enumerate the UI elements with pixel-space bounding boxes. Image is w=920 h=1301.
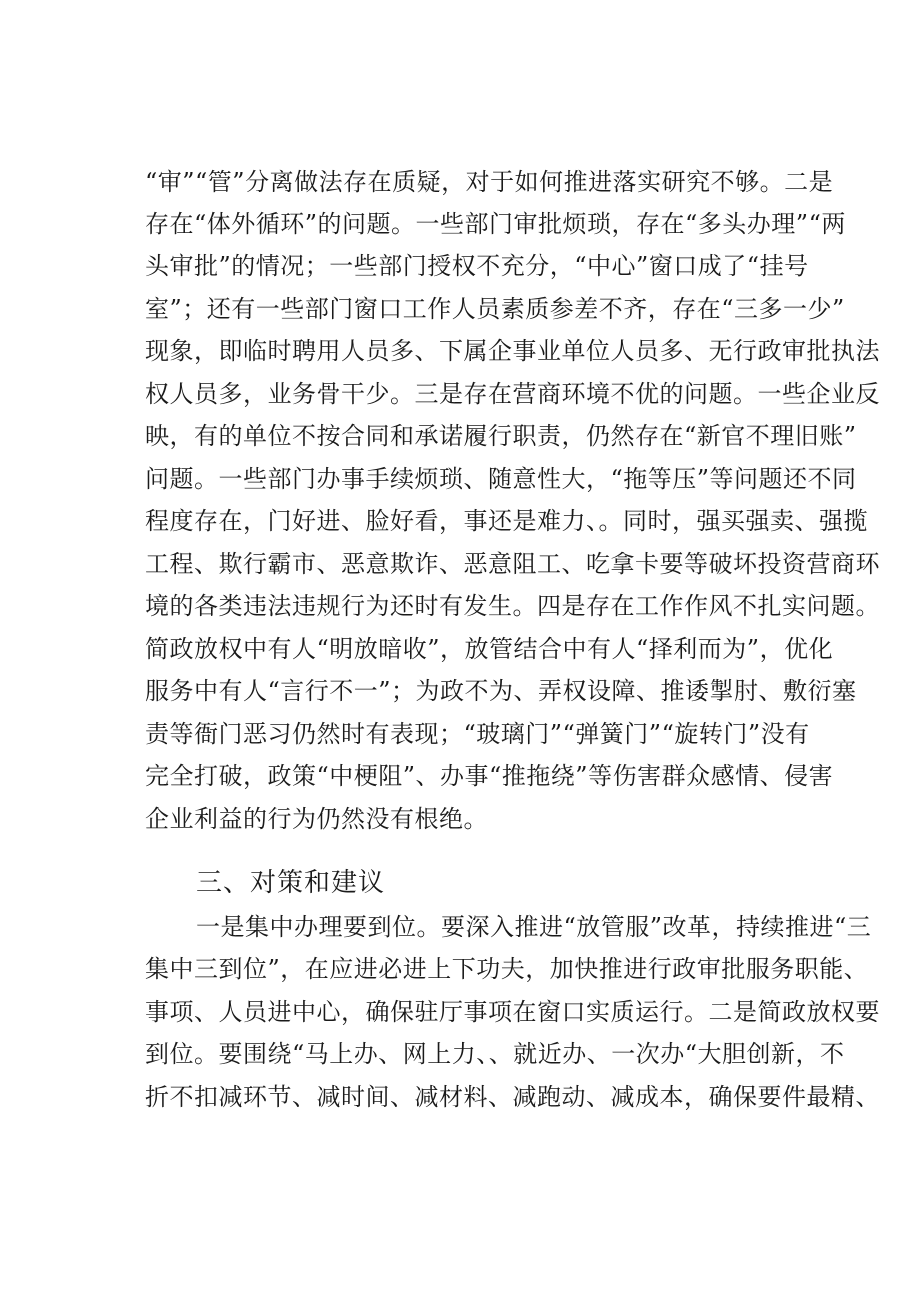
- paragraph-line: “审”“管”分离做法存在质疑，对于如何推进落实研究不够。二是: [145, 168, 834, 196]
- section-heading: 三、对策和建议: [196, 868, 386, 898]
- paragraph-line: 简政放权中有人“明放暗收”，放管结合中有人“择利而为”，优化: [145, 635, 834, 663]
- paragraph-line: 完全打破，政策“中梗阻”、办事“推拖绕”等伤害群众感情、侵害: [145, 762, 834, 790]
- paragraph-line: 头审批”的情况；一些部门授权不充分，“中心”窗口成了“挂号: [145, 252, 809, 280]
- paragraph-line: 责等衙门恶习仍然时有表现；“玻璃门”“弹簧门”“旋转门”没有: [145, 720, 810, 748]
- paragraph-line: 企业利益的行为仍然没有根绝。: [145, 805, 488, 833]
- paragraph-line: 权人员多，业务骨干少。三是存在营商环境不优的问题。一些企业反: [145, 380, 880, 408]
- paragraph-line: 事项、人员进中心，确保驻厅事项在窗口实质运行。二是简政放权要: [145, 998, 880, 1026]
- paragraph-line: 到位。要围绕“马上办、网上力、、就近办、一次办“大胆创新，不: [145, 1040, 845, 1068]
- paragraph-line: 折不扣减环节、减时间、减材料、减跑动、减成本，确保要件最精、: [145, 1083, 880, 1111]
- paragraph-line: 一是集中办理要到位。要深入推进“放管服”改革，持续推进“三: [196, 913, 872, 941]
- paragraph-line: 工程、欺行霸市、恶意欺诈、恶意阻工、吃拿卡要等破坏投资营商环: [145, 550, 880, 578]
- paragraph-line: 境的各类违法违规行为还时有发生。四是存在工作作风不扎实问题。: [145, 592, 880, 620]
- paragraph-line: 室”；还有一些部门窗口工作人员素质参差不齐，存在“三多一少”: [145, 295, 845, 323]
- paragraph-line: 程度存在，门好进、脸好看，事还是难力、。同时，强买强卖、强揽: [145, 507, 868, 535]
- paragraph-line: 服务中有人“言行不一”；为政不为、弄权设障、推诿掣肘、敷衍塞: [145, 677, 857, 705]
- paragraph-line: 现象，即临时聘用人员多、下属企事业单位人员多、无行政审批执法: [145, 337, 880, 365]
- paragraph-line: 集中三到位”，在应进必进上下功夫，加快推进行政审批服务职能、: [145, 955, 869, 983]
- paragraph-line: 问题。一些部门办事手续烦琐、随意性大，“拖等压”等问题还不同: [145, 465, 857, 493]
- paragraph-line: 映，有的单位不按合同和承诺履行职责，仍然存在“新官不理旧账”: [145, 422, 857, 450]
- paragraph-line: 存在“体外循环”的问题。一些部门审批烦琐，存在“多头办理”“两: [145, 210, 846, 238]
